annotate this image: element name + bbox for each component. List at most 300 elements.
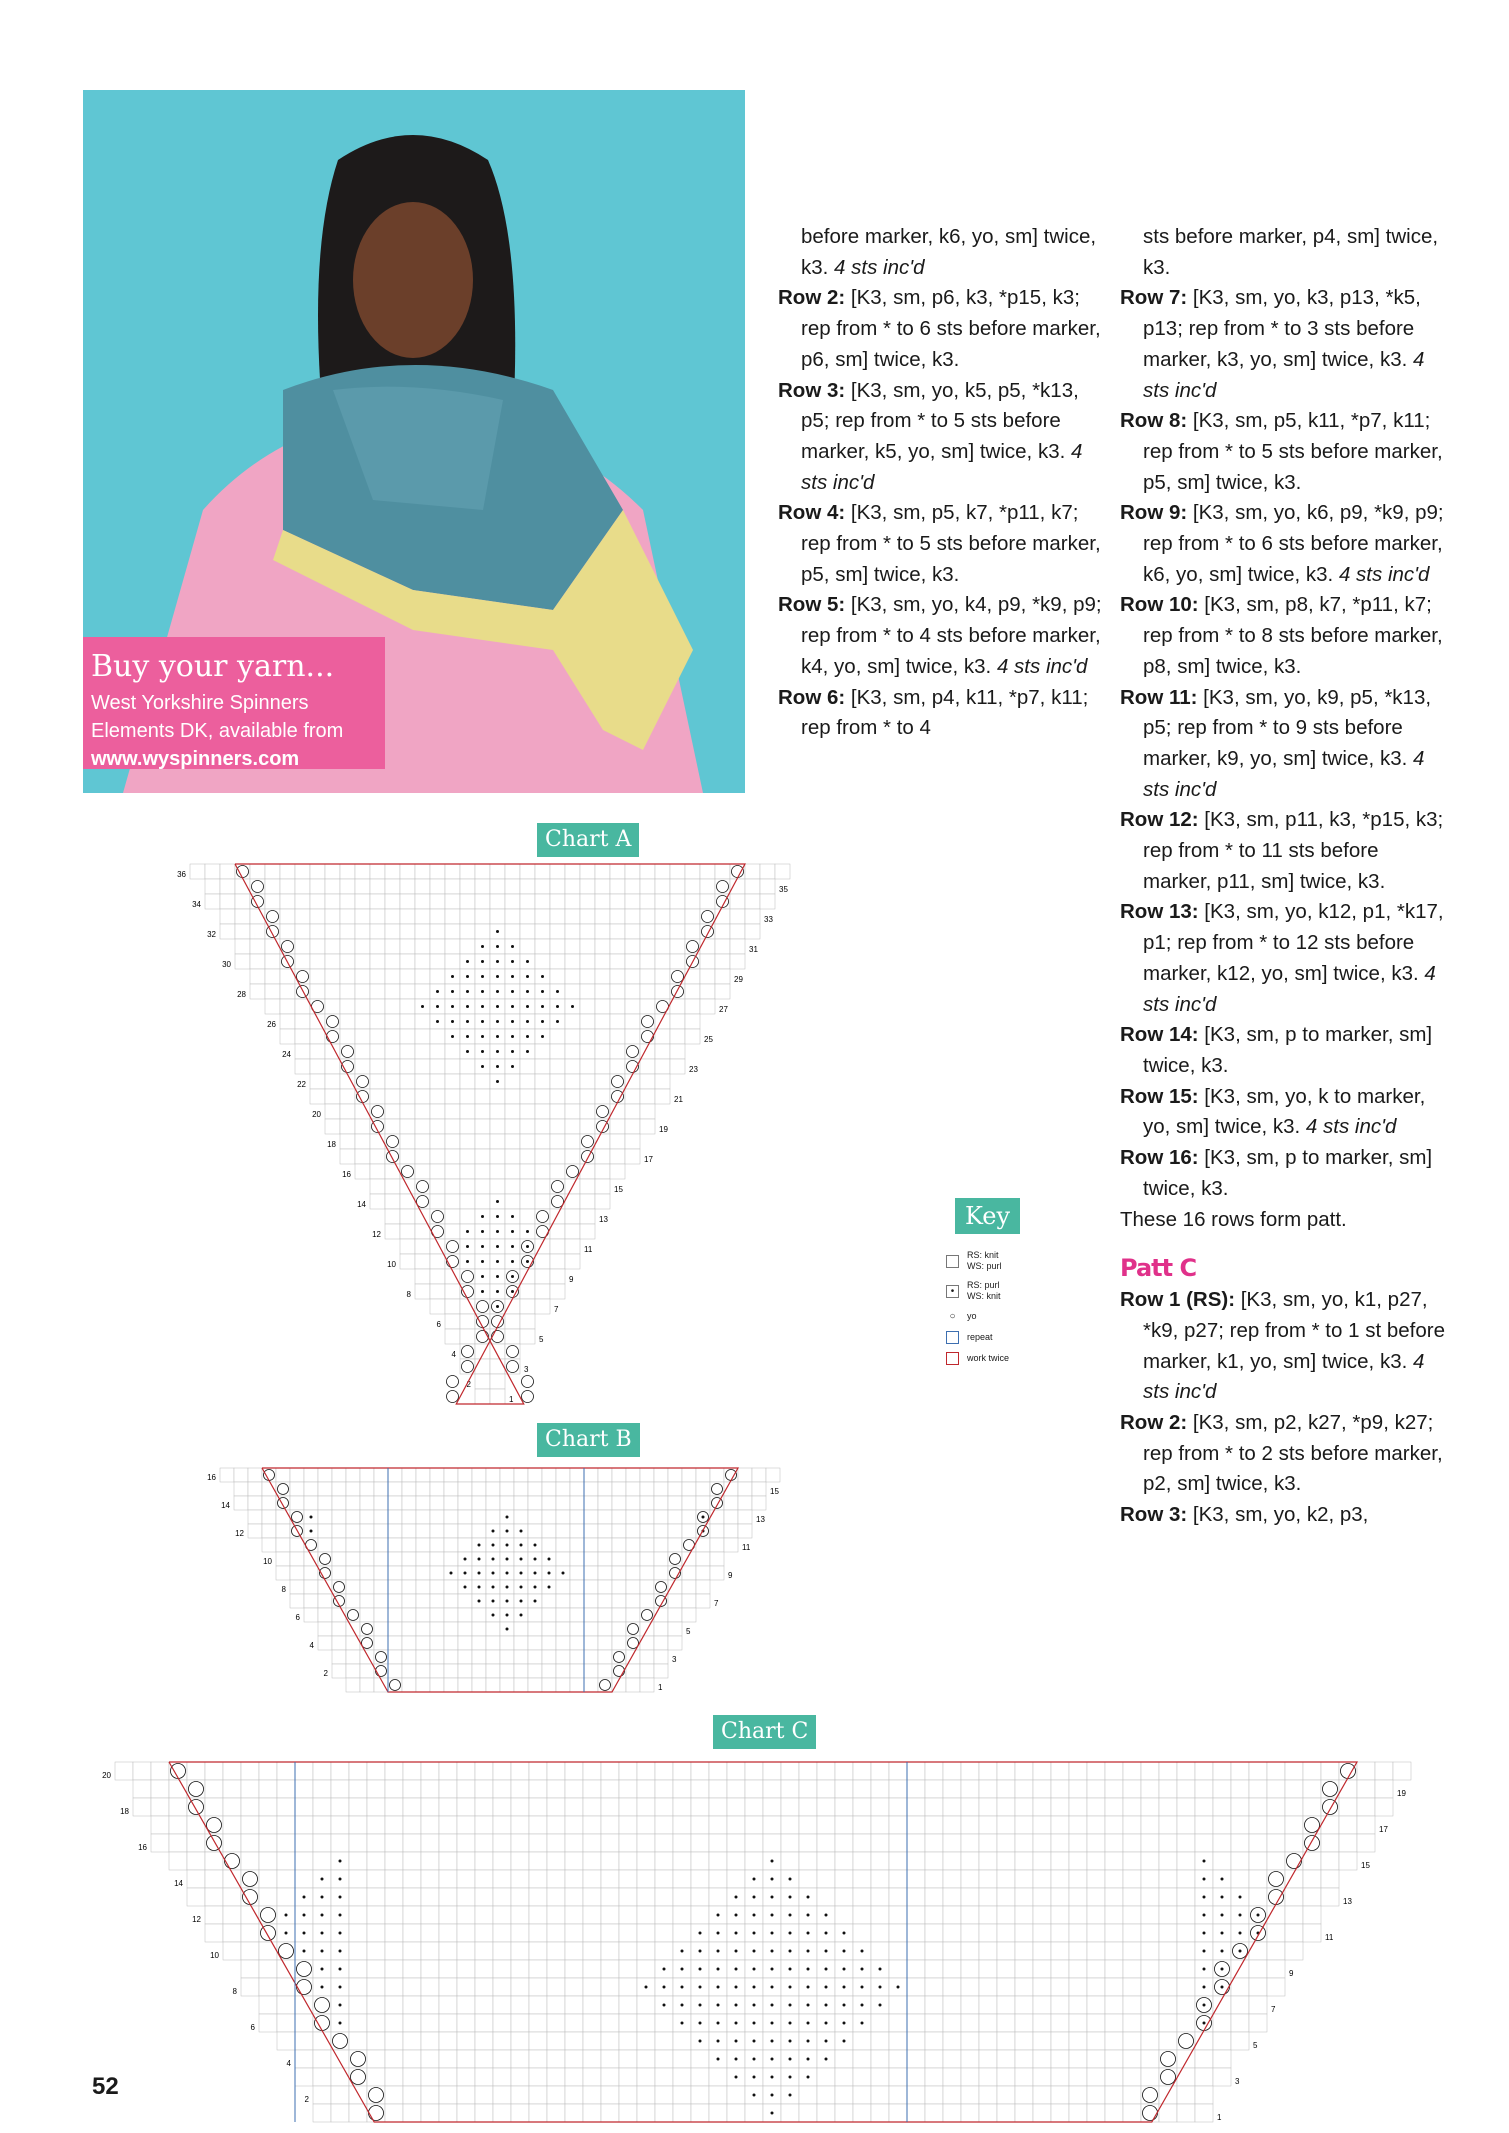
stitch-cell (565, 1978, 583, 1996)
row-number: 14 (357, 1200, 366, 1209)
stitch-cell (556, 1608, 570, 1622)
stitch-cell (511, 1906, 529, 1924)
stitch-cell (655, 954, 670, 969)
stitch-cell (223, 1834, 241, 1852)
stitch-cell (979, 1924, 997, 1942)
stitch-cell (655, 999, 670, 1014)
stitch-cell (486, 1664, 500, 1678)
stitch-cell (460, 924, 475, 939)
stitch-cell (752, 1496, 766, 1510)
stitch-cell (584, 1580, 598, 1594)
stitch-cell (1105, 1852, 1123, 1870)
stitch-cell (458, 1482, 472, 1496)
stitch-cell (925, 1780, 943, 1798)
stitch-cell (439, 1942, 457, 1960)
stitch-cell (500, 1678, 514, 1692)
stitch-cell (565, 1942, 583, 1960)
stitch-cell (520, 879, 535, 894)
stitch-cell (310, 894, 325, 909)
stitch-cell (415, 1104, 430, 1119)
stitch-cell (421, 2068, 439, 2086)
stitch-cell (460, 1074, 475, 1089)
stitch-cell (520, 864, 535, 879)
stitch-cell (360, 1510, 374, 1524)
stitch-cell (583, 2032, 601, 2050)
stitch-cell (325, 924, 340, 939)
stitch-cell (475, 909, 490, 924)
stitch-cell (1375, 1780, 1393, 1798)
row-number: 18 (327, 1140, 336, 1149)
stitch-cell (943, 2050, 961, 2068)
stitch-cell (295, 939, 310, 954)
stitch-cell (682, 1566, 696, 1580)
stitch-cell (370, 939, 385, 954)
purl-dot (511, 945, 514, 948)
purl-dot (556, 1005, 559, 1008)
stitch-cell (325, 969, 340, 984)
stitch-cell (223, 1942, 241, 1960)
stitch-cell (313, 1780, 331, 1798)
stitch-cell (727, 2104, 745, 2122)
purl-dot (526, 960, 529, 963)
stitch-cell (374, 1650, 388, 1664)
stitch-cell (682, 1538, 696, 1552)
stitch-cell (673, 1780, 691, 1798)
stitch-cell (445, 1194, 460, 1209)
purl-dot (481, 1035, 484, 1038)
stitch-cell (817, 1870, 835, 1888)
stitch-cell (1015, 1852, 1033, 1870)
stitch-cell (619, 2086, 637, 2104)
stitch-cell (710, 1468, 724, 1482)
stitch-cell (346, 1552, 360, 1566)
purl-dot (735, 2004, 738, 2007)
stitch-cell (340, 909, 355, 924)
stitch-cell (1195, 1816, 1213, 1834)
purl-dot (1203, 1986, 1206, 1989)
stitch-cell (493, 1888, 511, 1906)
stitch-cell (925, 2068, 943, 2086)
purl-dot (717, 2058, 720, 2061)
stitch-cell (583, 2086, 601, 2104)
stitch-cell (250, 864, 265, 879)
stitch-cell (565, 1119, 580, 1134)
stitch-cell (360, 1678, 374, 1692)
stitch-cell (310, 939, 325, 954)
stitch-cell (1123, 2050, 1141, 2068)
stitch-cell (295, 954, 310, 969)
stitch-cell (349, 1906, 367, 1924)
stitch-cell (907, 1906, 925, 1924)
col2-row-2 (1120, 406, 1450, 498)
purl-dot (1203, 1878, 1206, 1881)
stitch-cell (370, 894, 385, 909)
row-number: 1 (509, 1395, 514, 1404)
purl-dot (735, 2040, 738, 2043)
purl-dot (526, 1230, 529, 1233)
stitch-cell (730, 909, 745, 924)
stitch-cell (583, 1798, 601, 1816)
stitch-cell (505, 1074, 520, 1089)
stitch-cell (295, 924, 310, 939)
stitch-cell (817, 1798, 835, 1816)
stitch-cell (472, 1468, 486, 1482)
stitch-cell (1069, 2014, 1087, 2032)
stitch-cell (475, 1834, 493, 1852)
stitch-cell (1285, 1924, 1303, 1942)
stitch-cell (766, 1468, 780, 1482)
stitch-cell (619, 2032, 637, 2050)
purl-dot (843, 2022, 846, 2025)
stitch-cell (310, 984, 325, 999)
stitch-cell (220, 879, 235, 894)
purl-dot (339, 1932, 342, 1935)
purl-dot (481, 1065, 484, 1068)
stitch-cell (1069, 1816, 1087, 1834)
stitch-cell (550, 1284, 565, 1299)
stitch-cell (220, 894, 235, 909)
buy-url-link[interactable]: www.wyspinners.com (91, 748, 300, 770)
stitch-cell (370, 1194, 385, 1209)
stitch-cell (490, 1149, 505, 1164)
stitch-cell (673, 1798, 691, 1816)
stitch-cell (416, 1650, 430, 1664)
stitch-cell (1303, 1888, 1321, 1906)
stitch-cell (374, 1482, 388, 1496)
purl-dot (511, 1005, 514, 1008)
stitch-cell (430, 1552, 444, 1566)
stitch-cell (700, 954, 715, 969)
stitch-cell (367, 1960, 385, 1978)
stitch-cell (400, 1074, 415, 1089)
stitch-cell (205, 1834, 223, 1852)
stitch-cell (565, 1074, 580, 1089)
stitch-cell (598, 1524, 612, 1538)
stitch-cell (475, 1194, 490, 1209)
stitch-cell (1249, 2014, 1267, 2032)
stitch-cell (961, 1780, 979, 1798)
stitch-cell (570, 1468, 584, 1482)
stitch-cell (1105, 2104, 1123, 2122)
stitch-cell (331, 2104, 349, 2122)
purl-dot (321, 1878, 324, 1881)
stitch-cell (580, 954, 595, 969)
stitch-cell (493, 1870, 511, 1888)
stitch-cell (331, 1816, 349, 1834)
stitch-cell (403, 1762, 421, 1780)
stitch-cell (610, 909, 625, 924)
stitch-cell (415, 1164, 430, 1179)
stitch-cell (276, 1496, 290, 1510)
stitch-cell (727, 1852, 745, 1870)
stitch-cell (295, 2068, 313, 2086)
stitch-cell (349, 1780, 367, 1798)
stitch-cell (332, 1566, 346, 1580)
stitch-cell (235, 909, 250, 924)
key-title: Key (955, 1198, 1020, 1234)
purl-dot (285, 1932, 288, 1935)
stitch-cell (205, 1852, 223, 1870)
stitch-cell (493, 1762, 511, 1780)
stitch-cell (421, 1780, 439, 1798)
stitch-cell (1303, 1906, 1321, 1924)
stitch-cell (458, 1510, 472, 1524)
stitch-cell (547, 2032, 565, 2050)
stitch-cell (745, 924, 760, 939)
purl-dot (771, 2022, 774, 2025)
stitch-cell (445, 1284, 460, 1299)
stitch-cell (595, 1074, 610, 1089)
stitch-cell (490, 1119, 505, 1134)
purl-dot (481, 1005, 484, 1008)
stitch-cell (349, 1870, 367, 1888)
stitch-cell (444, 1524, 458, 1538)
stitch-cell (529, 1816, 547, 1834)
purl-dot (496, 1080, 499, 1083)
stitch-cell (430, 1496, 444, 1510)
stitch-cell (402, 1580, 416, 1594)
stitch-cell (709, 2068, 727, 2086)
stitch-cell (421, 2032, 439, 2050)
stitch-cell (1051, 1780, 1069, 1798)
stitch-cell (331, 2068, 349, 2086)
stitch-cell (277, 2032, 295, 2050)
stitch-cell (475, 1906, 493, 1924)
stitch-cell (710, 1566, 724, 1580)
stitch-cell (1141, 2050, 1159, 2068)
stitch-cell (601, 1852, 619, 1870)
stitch-cell (475, 1149, 490, 1164)
stitch-cell (655, 1014, 670, 1029)
stitch-cell (205, 1870, 223, 1888)
stitch-cell (445, 1164, 460, 1179)
stitch-cell (1339, 1834, 1357, 1852)
stitch-cell (421, 1762, 439, 1780)
stitch-cell (415, 1149, 430, 1164)
stitch-cell (570, 1636, 584, 1650)
purl-dot (825, 1950, 828, 1953)
purl-dot (717, 2004, 720, 2007)
stitch-cell (1087, 1960, 1105, 1978)
stitch-cell (430, 909, 445, 924)
stitch-cell (556, 1510, 570, 1524)
stitch-cell (1033, 2068, 1051, 2086)
stitch-cell (640, 1510, 654, 1524)
stitch-cell (565, 939, 580, 954)
stitch-cell (907, 1816, 925, 1834)
stitch-cell (458, 1650, 472, 1664)
stitch-cell (235, 894, 250, 909)
stitch-cell (1321, 1852, 1339, 1870)
stitch-cell (925, 1906, 943, 1924)
purl-dot (717, 1932, 720, 1935)
stitch-cell (601, 1924, 619, 1942)
stitch-cell (439, 2014, 457, 2032)
stitch-cell (640, 1580, 654, 1594)
stitch-cell (535, 1119, 550, 1134)
stitch-cell (556, 1678, 570, 1692)
stitch-cell (535, 924, 550, 939)
stitch-cell (610, 1014, 625, 1029)
stitch-cell (511, 1960, 529, 1978)
stitch-cell (529, 1870, 547, 1888)
stitch-cell (421, 1816, 439, 1834)
stitch-cell (430, 1524, 444, 1538)
stitch-cell (367, 2086, 385, 2104)
row-number: 20 (102, 1771, 111, 1780)
stitch-cell (1033, 1960, 1051, 1978)
stitch-cell (637, 1762, 655, 1780)
stitch-cell (961, 1960, 979, 1978)
stitch-cell (1177, 1942, 1195, 1960)
stitch-cell (598, 1636, 612, 1650)
purl-dot (1203, 1950, 1206, 1953)
stitch-cell (556, 1636, 570, 1650)
stitch-cell (889, 2104, 907, 2122)
stitch-cell (612, 1636, 626, 1650)
stitch-cell (670, 924, 685, 939)
stitch-cell (570, 1538, 584, 1552)
yo-circle (522, 1376, 534, 1388)
stitch-cell (460, 1314, 475, 1329)
stitch-cell (1303, 1780, 1321, 1798)
stitch-cell (421, 1924, 439, 1942)
stitch-cell (601, 1798, 619, 1816)
purl-dot (663, 2004, 666, 2007)
stitch-cell (1213, 2014, 1231, 2032)
stitch-cell (853, 2086, 871, 2104)
stitch-cell (340, 1059, 355, 1074)
stitch-cell (325, 999, 340, 1014)
stitch-cell (290, 1468, 304, 1482)
stitch-cell (241, 1942, 259, 1960)
stitch-cell (670, 1029, 685, 1044)
purl-dot (492, 1544, 495, 1547)
stitch-cell (691, 1888, 709, 1906)
stitch-cell (416, 1594, 430, 1608)
stitch-cell (349, 1924, 367, 1942)
stitch-cell (475, 2032, 493, 2050)
stitch-cell (475, 879, 490, 894)
stitch-cell (500, 1650, 514, 1664)
stitch-cell (187, 1852, 205, 1870)
stitch-cell (580, 879, 595, 894)
stitch-cell (528, 1664, 542, 1678)
stitch-cell (925, 1816, 943, 1834)
purl-dot (1221, 1968, 1224, 1971)
stitch-cell (349, 2104, 367, 2122)
stitch-cell (460, 894, 475, 909)
stitch-cell (493, 1960, 511, 1978)
stitch-cell (943, 2068, 961, 2086)
stitch-cell (626, 1552, 640, 1566)
stitch-cell (565, 1762, 583, 1780)
row-number: 15 (1361, 1861, 1370, 1870)
stitch-cell (619, 1924, 637, 1942)
stitch-cell (595, 939, 610, 954)
stitch-cell (1051, 1816, 1069, 1834)
stitch-cell (430, 1029, 445, 1044)
stitch-cell (1249, 1870, 1267, 1888)
stitch-cell (439, 1996, 457, 2014)
stitch-cell (583, 1906, 601, 1924)
stitch-cell (415, 864, 430, 879)
row-number: 12 (235, 1529, 244, 1538)
stitch-cell (682, 1594, 696, 1608)
key-symbol (946, 1352, 959, 1365)
stitch-cell (565, 1224, 580, 1239)
stitch-cell (535, 1044, 550, 1059)
stitch-cell (655, 1924, 673, 1942)
stitch-cell (626, 1650, 640, 1664)
chart-b-label: Chart B (537, 1423, 640, 1457)
purl-dot (506, 1558, 509, 1561)
stitch-cell (400, 894, 415, 909)
purl-dot (825, 2022, 828, 2025)
stitch-cell (460, 1164, 475, 1179)
stitch-cell (472, 1524, 486, 1538)
purl-dot (534, 1600, 537, 1603)
stitch-cell (601, 1888, 619, 1906)
stitch-cell (626, 1482, 640, 1496)
purl-dot (753, 2022, 756, 2025)
stitch-cell (355, 924, 370, 939)
row-number: 15 (770, 1487, 779, 1496)
stitch-cell (475, 1996, 493, 2014)
stitch-cell (691, 2050, 709, 2068)
stitch-cell (458, 1496, 472, 1510)
purl-dot (526, 975, 529, 978)
stitch-cell (565, 1996, 583, 2014)
stitch-cell (234, 1468, 248, 1482)
row-label: Row 4: (778, 501, 851, 525)
stitch-cell (520, 1299, 535, 1314)
stitch-cell (700, 924, 715, 939)
row-number: 8 (406, 1290, 411, 1299)
stitch-cell (1159, 1870, 1177, 1888)
purl-dot (511, 960, 514, 963)
stitch-cell (385, 1149, 400, 1164)
stitch-cell (500, 1636, 514, 1650)
stitch-cell (696, 1566, 710, 1580)
stitch-cell (205, 1816, 223, 1834)
stitch-cell (259, 1996, 277, 2014)
stitch-cell (1051, 1942, 1069, 1960)
stitch-cell (691, 1906, 709, 1924)
stitch-cell (601, 1942, 619, 1960)
stitch-cell (925, 1960, 943, 1978)
stitch-cell (169, 1798, 187, 1816)
stitch-cell (583, 1780, 601, 1798)
stitch-cell (235, 864, 250, 879)
stitch-cell (318, 1468, 332, 1482)
stitch-cell (445, 1104, 460, 1119)
stitch-cell (280, 894, 295, 909)
purl-dot (807, 2076, 810, 2079)
stitch-cell (1249, 1780, 1267, 1798)
stitch-cell (979, 1996, 997, 2014)
purl-dot (753, 1986, 756, 1989)
stitch-cell (1051, 1978, 1069, 1996)
stitch-cell (430, 1194, 445, 1209)
stitch-cell (1015, 1816, 1033, 1834)
purl-dot (496, 1020, 499, 1023)
stitch-cell (295, 1852, 313, 1870)
stitch-cell (547, 1924, 565, 1942)
stitch-cell (710, 1552, 724, 1566)
stitch-cell (385, 909, 400, 924)
stitch-cell (655, 1059, 670, 1074)
